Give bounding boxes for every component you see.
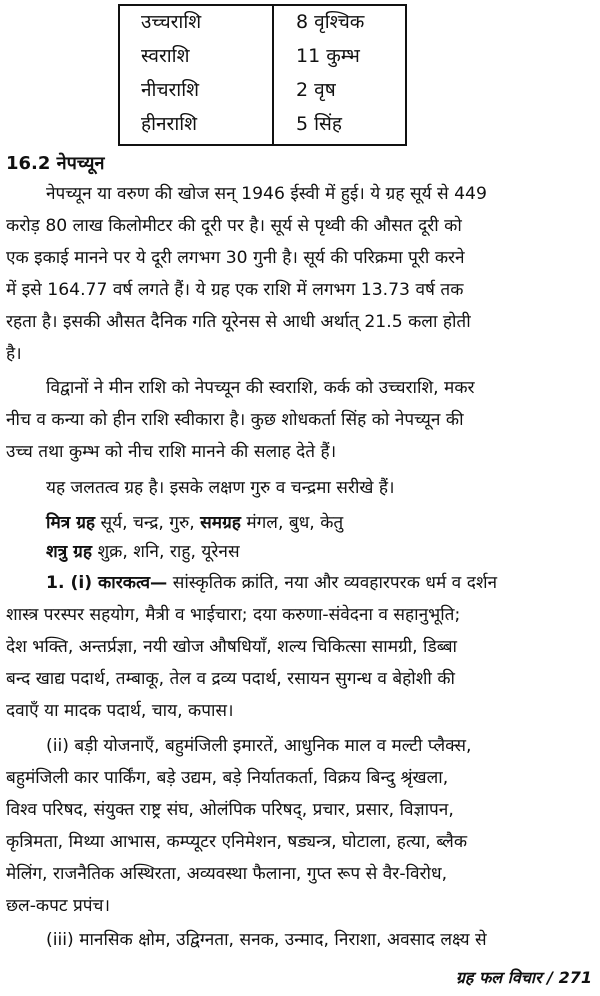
text-line: देश भक्ति, अन्तर्प्रज्ञा, नयी खोज औषधियाँ, शल्य चिकित्सा सामग्री, डिब्बा: [6, 637, 458, 657]
text-line: नीच व कन्या को हीन राशि स्वीकारा है। कुछ शोधकर्ता सिंह को नेपच्यून की: [6, 410, 464, 430]
karakatva-first-line: [6, 567, 594, 599]
samgraha-text: मंगल, बुध, केतु: [240, 513, 344, 533]
shatru-text: शुक्र, शनि, राहु, यूरेनस: [91, 542, 240, 562]
text-line: रहता है। इसकी औसत दैनिक गति यूरेनस से आधी अर्थात् 21.5 कला होती: [6, 312, 471, 332]
page-footer: ग्रह फल विचार / 271: [455, 968, 592, 987]
paragraph-shatru: [6, 536, 594, 568]
text-line: छल-कपट प्रपंच।: [6, 896, 110, 916]
paragraph-karakatva: [6, 567, 594, 727]
shatru-label: शत्रु ग्रह: [46, 542, 92, 562]
karakatva-lead: 1. (i) कारकत्व—: [46, 573, 168, 593]
text-line: बन्द खाद्य पदार्थ, तम्बाकू, तेल व द्रव्य पदार्थ, रसायन सुगन्ध व बेहोशी की: [6, 669, 455, 689]
karakatva-text: सांस्कृतिक क्रांति, नया और व्यवहारपरक धर्म व दर्शन: [167, 573, 498, 593]
text-line: बहुमंजिली कार पार्किंग, बड़े उद्यम, बड़े निर्यातकर्ता, विक्रय बिन्दु श्रृंखला,: [6, 768, 449, 788]
text-line: कृत्रिमता, मिथ्या आभास, कम्प्यूटर एनिमेशन, षड्यन्त्र, घोटाला, हत्या, ब्लैक: [6, 832, 468, 852]
paragraph-karakatva-ii: [6, 730, 594, 922]
paragraph-signs: [6, 372, 594, 468]
shatru-line: [6, 536, 594, 568]
text-line: है।: [6, 344, 22, 364]
table-row: [120, 6, 405, 38]
mitra-label: मित्र ग्रह: [46, 513, 96, 533]
text-line: एक इकाई मानने पर ये दूरी लगभग 30 गुनी है। सूर्य की परिक्रमा पूरी करने: [6, 248, 465, 268]
table-row: [120, 40, 405, 72]
text-line: विश्व परिषद, संयुक्त राष्ट्र संघ, ओलंपिक परिषद्, प्रचार, प्रसार, विज्ञापन,: [6, 800, 454, 820]
text-line: शास्त्र परस्पर सहयोग, मैत्री व भाईचारा; दया करुणा-संवेदना व सहानुभूति;: [6, 605, 461, 625]
table-value: 8 वृश्चिक: [296, 11, 365, 33]
table-value: 2 वृष: [296, 79, 336, 101]
text-line: करोड़ 80 लाख किलोमीटर की दूरी पर है। सूर्य से पृथ्वी की औसत दूरी को: [6, 216, 462, 236]
text-line: यह जलतत्व ग्रह है। इसके लक्षण गुरु व चन्द्रमा सरीखे हैं।: [46, 478, 395, 498]
samgraha-label: समग्रह: [200, 513, 241, 533]
paragraph-karakatva-iii: [6, 924, 594, 956]
table-value: 5 सिंह: [296, 113, 342, 135]
text-line: उच्च तथा कुम्भ को नीच राशि मानने की सलाह देते हैं।: [6, 442, 337, 462]
table-label: उच्चराशि: [141, 11, 202, 33]
paragraph-element: [6, 472, 594, 504]
mitra-line: [6, 507, 594, 539]
text-line: (ii) बड़ी योजनाएँ, बहुमंजिली इमारतें, आधुनिक माल व मल्टी प्लैक्स,: [46, 736, 472, 756]
table-label: हीनराशि: [141, 113, 198, 135]
text-line: नेपच्यून या वरुण की खोज सन् 1946 ईस्वी में हुई। ये ग्रह सूर्य से 449: [46, 184, 487, 204]
table-label: स्वराशि: [141, 45, 190, 67]
text-line: (iii) मानसिक क्षोम, उद्विग्नता, सनक, उन्माद, निराशा, अवसाद लक्ष्य से: [46, 930, 487, 950]
text-line: में इसे 164.77 वर्ष लगते हैं। ये ग्रह एक राशि में लगभग 13.73 वर्ष तक: [6, 280, 464, 300]
text-line: दवाएँ या मादक पदार्थ, चाय, कपास।: [6, 701, 234, 721]
paragraph-mitra: [6, 507, 594, 539]
paragraph-discovery: [6, 178, 594, 370]
text-line: मेलिंग, राजनैतिक अस्थिरता, अव्यवस्था फैलाना, गुप्त रूप से वैर-विरोध,: [6, 864, 448, 884]
text-line: विद्वानों ने मीन राशि को नेपच्यून की स्वराशि, कर्क को उच्चराशि, मकर: [46, 378, 475, 398]
table-value: 11 कुम्भ: [296, 45, 360, 67]
table-label: नीचराशि: [141, 79, 200, 101]
mitra-text: सूर्य, चन्द्र, गुरु,: [95, 513, 201, 533]
table-row: [120, 74, 405, 106]
rashi-table: [118, 4, 407, 146]
section-heading: 16.2 नेपच्यून: [6, 153, 105, 174]
table-row: [120, 108, 405, 140]
